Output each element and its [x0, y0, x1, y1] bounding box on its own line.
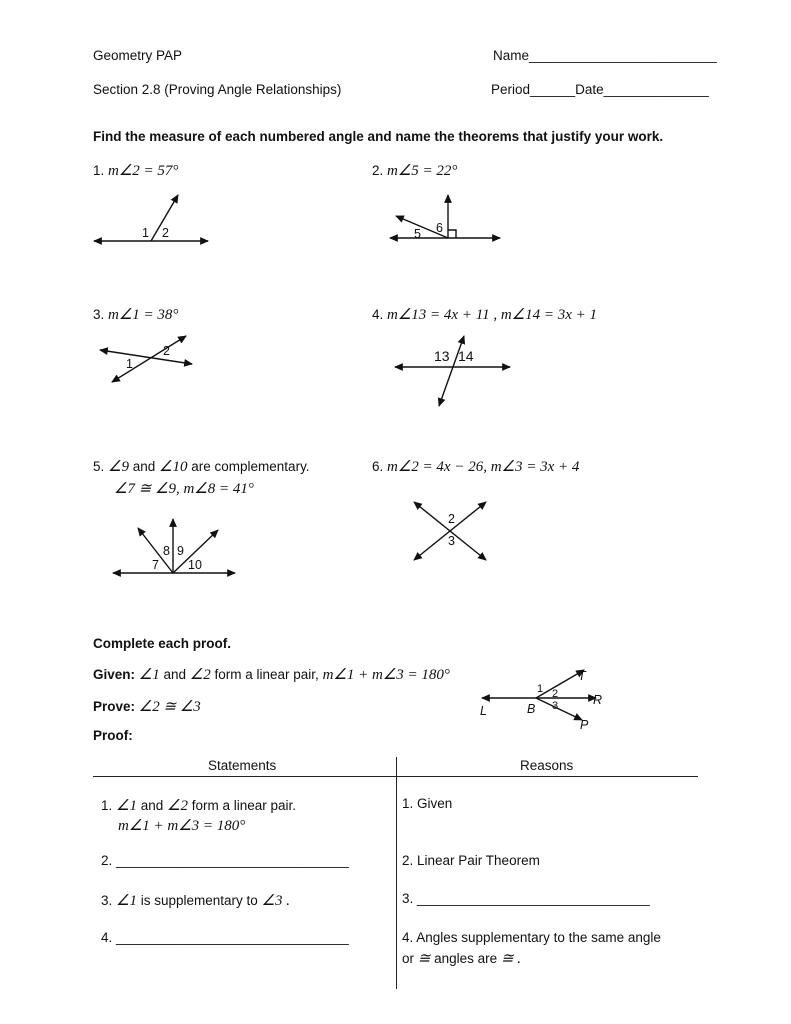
problem-2-figure	[386, 190, 506, 250]
stmt-rest: form a linear pair.	[191, 798, 297, 813]
stmt-and: and	[140, 798, 164, 813]
given-equation: m∠1 + m∠3 = 180°	[322, 667, 450, 683]
course-title: Geometry PAP	[93, 48, 183, 63]
problem-5-figure	[110, 514, 240, 579]
table-column-divider	[396, 757, 397, 989]
reason-3-blank[interactable]: 3. _______________________________	[402, 891, 650, 906]
row-number: 3.	[101, 893, 113, 908]
angle-label: 14	[458, 348, 474, 364]
congruent-symbol: ≅ .	[500, 951, 522, 967]
angle-label: 2	[162, 226, 169, 240]
problem-5	[93, 457, 310, 476]
given-and: and	[163, 667, 187, 682]
reason-angles-are: angles are	[434, 951, 498, 966]
angle-label: 9	[177, 544, 184, 558]
problem-4	[372, 305, 597, 324]
proof-label: Proof:	[93, 728, 133, 743]
angle-label: 8	[163, 544, 170, 558]
reasons-header: Reasons	[520, 758, 574, 773]
statements-header: Statements	[208, 758, 277, 773]
and-text: and	[132, 459, 156, 474]
stmt-angle-2: ∠2	[167, 798, 188, 814]
angle-label: 7	[152, 558, 159, 572]
name-field[interactable]: Name_________________________	[493, 48, 717, 63]
problem-number: 3.	[93, 307, 105, 322]
angle-label: 2	[163, 344, 170, 358]
problem-1-figure	[90, 190, 215, 250]
complementary-text: are complementary.	[191, 459, 310, 474]
problem-number: 6.	[372, 459, 384, 474]
proof-given	[93, 665, 450, 684]
angle-label: 1	[142, 226, 149, 240]
stmt-angle-1: ∠1	[116, 893, 137, 909]
point-R: R	[593, 693, 603, 707]
stmt-rest: is supplementary to	[140, 893, 258, 908]
problem-2	[372, 161, 457, 180]
given-rest: form a linear pair,	[214, 667, 319, 682]
point-L: L	[480, 704, 487, 718]
angle-label: 10	[188, 558, 202, 572]
reason-2: 2. Linear Pair Theorem	[402, 853, 540, 868]
problem-3	[93, 305, 178, 324]
angle-label: 1	[537, 683, 544, 695]
problem-6-figure	[408, 496, 493, 566]
problem-given: m∠13 = 4x + 11 , m∠14 = 3x + 1	[387, 307, 598, 323]
point-B: B	[527, 702, 536, 716]
problem-given: m∠2 = 57°	[108, 163, 179, 179]
problem-1	[93, 161, 178, 180]
period-date-field[interactable]: Period______Date______________	[491, 82, 709, 97]
problem-given: m∠5 = 22°	[387, 163, 458, 179]
angle-label: 1	[126, 357, 133, 371]
problem-6	[372, 457, 579, 476]
problem-given: m∠1 = 38°	[108, 307, 179, 323]
angle-label: 3	[448, 534, 455, 548]
angle-9: ∠9	[108, 459, 129, 475]
angle-label: 6	[436, 221, 443, 235]
row-number: 1.	[101, 798, 113, 813]
stmt-angle-3: ∠3 .	[261, 893, 291, 909]
reason-4-line2	[402, 949, 521, 968]
problem-number: 1.	[93, 163, 105, 178]
angle-10: ∠10	[159, 459, 188, 475]
angle-label: 13	[434, 348, 450, 364]
prove-label: Prove:	[93, 699, 136, 714]
angle-label: 2	[552, 688, 559, 700]
angle-label: 5	[414, 227, 421, 241]
problem-5-given-line2: ∠7 ≅ ∠9, m∠8 = 41°	[114, 481, 254, 497]
prove-statement: ∠2 ≅ ∠3	[138, 699, 201, 715]
angle-label: 2	[448, 512, 455, 526]
reason-1: 1. Given	[402, 796, 453, 811]
problem-number: 4.	[372, 307, 384, 322]
proof-figure	[476, 664, 611, 732]
problem-4-figure	[392, 330, 517, 410]
section-title: Section 2.8 (Proving Angle Relationships)	[93, 82, 342, 97]
given-label: Given:	[93, 667, 136, 682]
problem-number: 5.	[93, 459, 105, 474]
statement-4-blank[interactable]: 4. _______________________________	[101, 930, 349, 945]
statement-3	[101, 891, 290, 910]
statement-1	[101, 796, 296, 815]
congruent-symbol: ≅	[417, 951, 431, 967]
given-angle-1: ∠1	[138, 667, 160, 683]
reason-4: 4. Angles supplementary to the same angle	[402, 930, 661, 945]
problem-3-figure	[96, 328, 201, 388]
proof-heading: Complete each proof.	[93, 636, 232, 651]
instructions: Find the measure of each numbered angle and name the theorems that justify your work.	[93, 129, 664, 144]
point-P: P	[580, 718, 589, 732]
angle-label: 3	[552, 700, 559, 712]
problem-number: 2.	[372, 163, 384, 178]
reason-or: or	[402, 951, 415, 966]
given-angle-2: ∠2	[189, 667, 211, 683]
problem-given: m∠2 = 4x − 26, m∠3 = 3x + 4	[387, 459, 580, 475]
point-T: T	[578, 669, 586, 683]
stmt-angle-1: ∠1	[116, 798, 137, 814]
proof-prove	[93, 697, 201, 716]
statement-1-line2: m∠1 + m∠3 = 180°	[118, 818, 246, 834]
statement-2-blank[interactable]: 2. _______________________________	[101, 853, 349, 868]
